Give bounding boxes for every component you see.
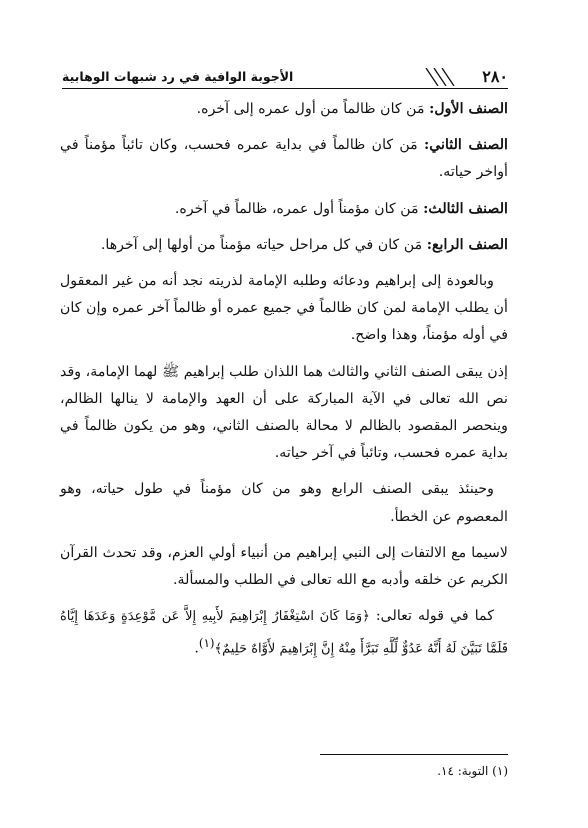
class-one-label: الصنف الأول: (429, 101, 508, 117)
class-four-paragraph (60, 232, 508, 259)
verse-intro: كما في قوله تعالى: (369, 608, 494, 625)
paragraph-quran-verse (60, 603, 508, 663)
paragraph-return-to-ibrahim: وبالعودة إلى إبراهيم ودعائه وطلبه الإمامة لذريته نجد أنه من غير المعقول أن يطلب الإمامة لمن كان ظالماً في جميع عمره أو ظالماً آخر عمره وإن كان في أوله مؤمناً، وهذا واضح. (60, 273, 508, 344)
footnote-rule (320, 754, 508, 755)
class-two-paragraph (60, 132, 508, 186)
class-three-label: الصنف الثالث: (423, 200, 508, 217)
class-two-text: مَن كان ظالماً في بداية عمره فحسب، وكان تائباً مؤمناً في أواخر حياته. (60, 137, 508, 181)
class-one-paragraph (60, 96, 508, 123)
main-text (60, 96, 508, 663)
footnote-reference: (١) (198, 636, 215, 651)
running-header (62, 66, 508, 88)
decorative-slashes-icon (424, 68, 464, 86)
header-rule (62, 88, 508, 89)
paragraph-fourth-class: وحينئذ يبقى الصنف الرابع وهو من كان مؤمناً في طول حياته، وهو المعصوم عن الخطأ. (60, 481, 508, 525)
class-three-text: مَن كان مؤمناً أول عمره، ظالماً في آخره. (174, 200, 424, 217)
class-two-label: الصنف الثاني: (423, 137, 508, 154)
footnote: (١) التوبة: ١٤. (437, 764, 508, 778)
paragraph-ulul-azm: لاسيما مع الالتفات إلى النبي إبراهيم من أنبياء أولي العزم، وقد تحدث القرآن الكريم عن خلقه وأدبه مع الله تعالى في الطلب والمسألة. (60, 544, 508, 589)
paragraph-remaining-classes: إذن يبقى الصنف الثاني والثالث هما اللذان طلب إبراهيم ﷺ لهما الإمامة، وقد نص الله تعالى في الآية المباركة على أن العهد والإمامة لا ينالها الظالم، وينحصر المقصود بالظالم لا محالة بالصنف الثاني، وهو من يكون ظالماً في بداية عمره فحسب، وتائباً في آخر حياته. (60, 363, 508, 462)
class-one-text: مَن كان ظالماً من أول عمره إلى آخره. (196, 101, 430, 117)
class-four-text: مَن كان في كل مراحل حياته مؤمناً من أولها إلى آخرها. (100, 236, 427, 253)
page-number: ٢٨٠ (482, 67, 508, 86)
quran-verse: ﴿وَمَا كَانَ اسْتِغْفَارُ إِبْرَاهِيمَ لأَبِيهِ إِلاَّ عَن مَّوْعِدَةٍ وَعَدَهَا إِيَّاهُ فَلَمَّا تَبَيَّنَ لَهُ أَنَّهُ عَدُوٌّ لِّلَّهِ تَبَرَّأَ مِنْهُ إِنَّ إِبْرَاهِيمَ لأَوَّاهٌ حَلِيمٌ﴾ (60, 609, 508, 658)
class-three-paragraph (60, 196, 508, 223)
verse-end: . (194, 641, 199, 658)
book-title: الأجوبة الوافية في رد شبهات الوهابية (62, 69, 294, 84)
class-four-label: الصنف الرابع: (426, 236, 508, 253)
